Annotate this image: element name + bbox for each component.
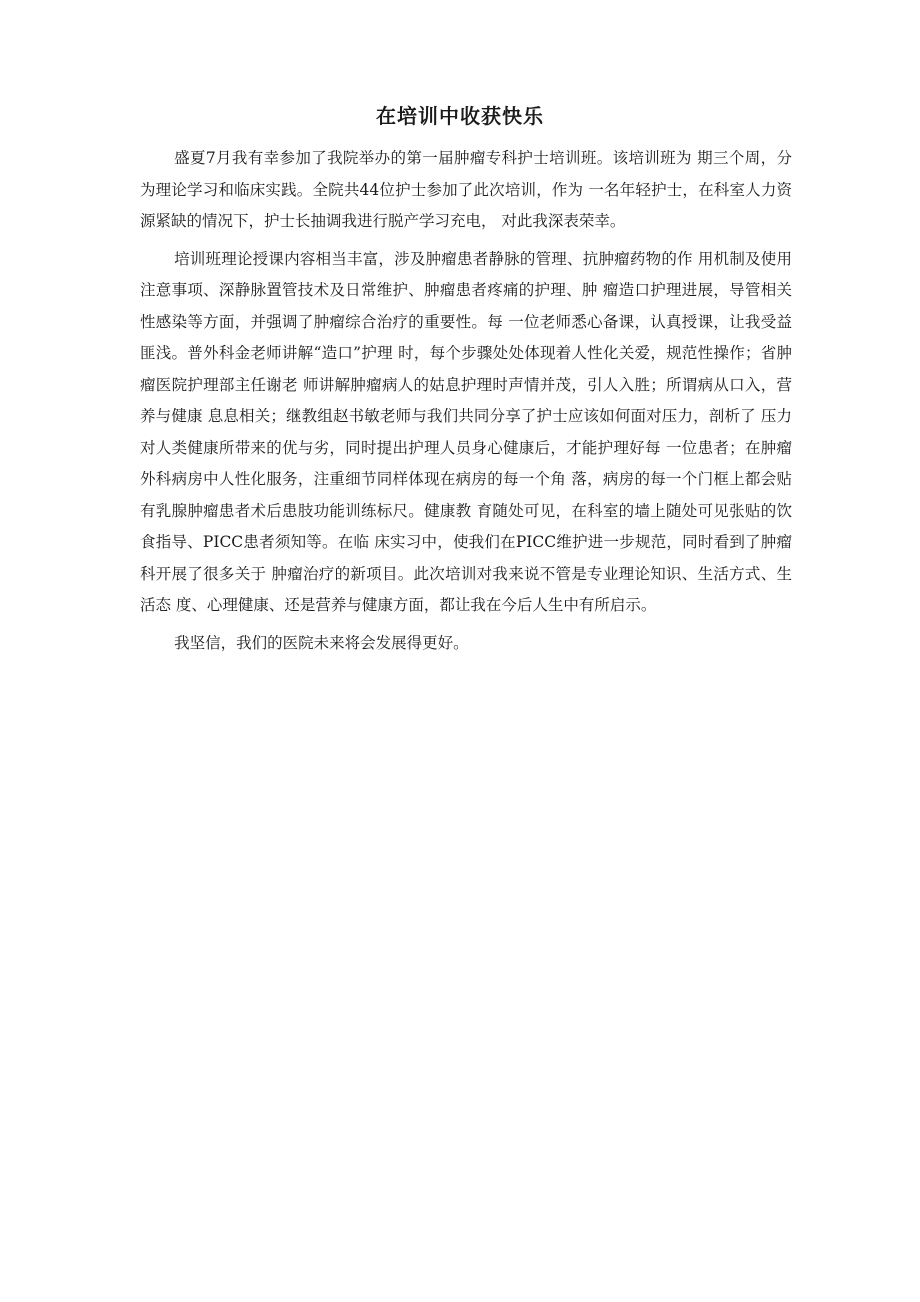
paragraph-conclusion: 我坚信，我们的医院未来将会发展得更好。 bbox=[174, 633, 469, 652]
document-body bbox=[140, 143, 792, 665]
paragraph-intro: 盛夏7月我有幸参加了我院举办的第一届肿瘤专科护士培训班。该培训班为 期三个周，分为理论学习和临床实践。全院共44位护士参加了此次培训，作为 一名年轻护士，在科室人力资源紧缺的情况下，护士长抽调我进行脱产学习充电， 对此我深表荣幸。 bbox=[140, 149, 792, 230]
document-title: 在培训中收获快乐 bbox=[376, 104, 544, 128]
paragraph-training-content: 培训班理论授课内容相当丰富，涉及肿瘤患者静脉的管理、抗肿瘤药物的作 用机制及使用注意事项、深静脉置管技术及日常维护、肿瘤患者疼痛的护理、肿 瘤造口护理进展，导管相关性感染等方面，并强调了肿瘤综合治疗的重要性。每 一位老师悉心备课，认真授课，让我受益匪浅。普外科金老师讲解“造口”护理 时，每个步骤处处体现着人性化关爱，规范性操作；省肿瘤医院护理部主任谢老 师讲解肿瘤病人的姑息护理时声情并茂，引人入胜；所谓病从口入，营养与健康 息息相关；继教组赵书敏老师与我们共同分享了护士应该如何面对压力，剖析了 压力对人类健康所带来的优与劣，同时提出护理人员身心健康后，才能护理好每 一位患者；在肿瘤外科病房中人性化服务，注重细节同样体现在病房的每一个角 落，病房的每一个门框上都会贴有乳腺肿瘤患者术后患肢功能训练标尺。健康教 育随处可见，在科室的墙上随处可见张贴的饮食指导、PICC患者须知等。在临 床实习中，使我们在PICC维护进一步规范，同时看到了肿瘤科开展了很多关于 肿瘤治疗的新项目。此次培训对我来说不管是专业理论知识、生活方式、生活态 度、心理健康、还是营养与健康方面，都让我在今后人生中有所启示。 bbox=[140, 249, 792, 614]
